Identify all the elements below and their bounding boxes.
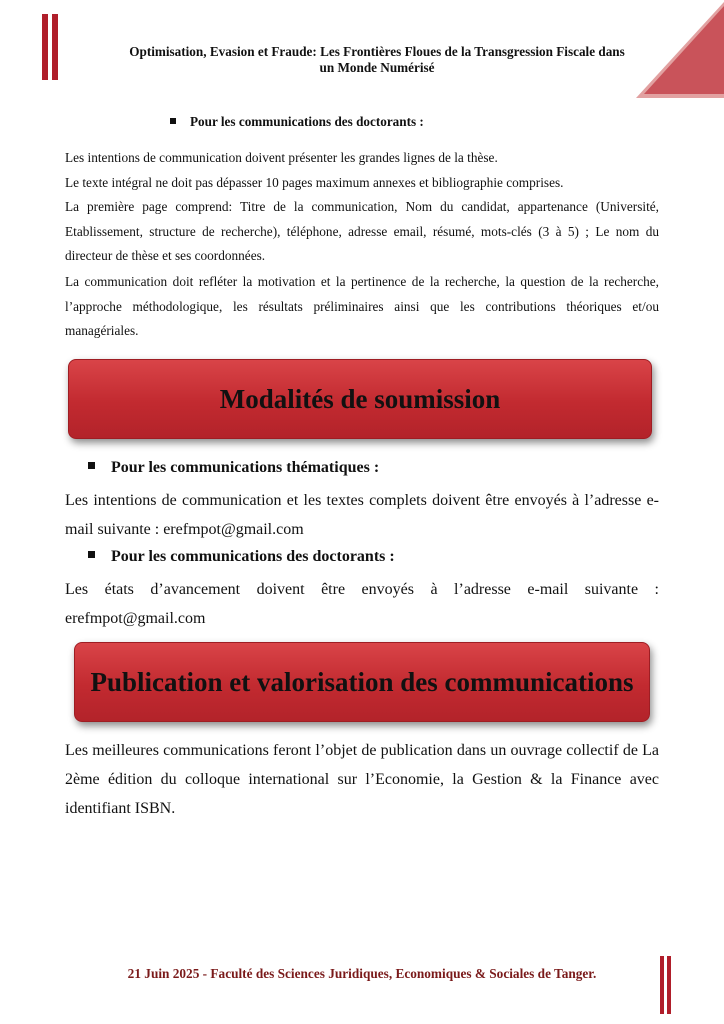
doctorants-line-3: La première page comprend: Titre de la communication, Nom du candidat, appartenance (Université, Etablissement, structure de recherche), téléphone, adresse email, résumé, mots-clés (3 à 5) ; Le nom du directeur de thèse et ses coordonnées. <box>65 199 659 263</box>
decor-bar <box>667 956 671 1014</box>
thematic-text: Les intentions de communication et les textes complets doivent être envoyés à l’adresse e-mail suivante : erefmpot@gmail.com <box>65 492 659 538</box>
page-header <box>80 44 674 76</box>
header-title-line1: Optimisation, Evasion et Fraude: Les Frontières Floues de la Transgression Fiscale dans <box>129 44 625 59</box>
publication-banner <box>74 642 650 722</box>
doctorants-heading <box>170 114 424 130</box>
doctorants-line-1: Les intentions de communication doivent présenter les grandes lignes de la thèse. <box>65 150 498 165</box>
bullet-square-icon <box>88 551 95 558</box>
doctoral-heading-text: Pour les communications des doctorants : <box>111 548 395 565</box>
submission-banner <box>68 359 652 439</box>
doctorants-heading-text: Pour les communications des doctorants : <box>190 114 424 129</box>
bullet-square-icon <box>170 118 176 124</box>
doctorants-line-4: La communication doit refléter la motivation et la pertinence de la recherche, la question de la recherche, l’approche méthodologique, les résultats préliminaires ainsi que les contributions théoriques et/ou managériales. <box>65 274 659 338</box>
header-title-line2: un Monde Numérisé <box>319 60 435 75</box>
header-decor-bars <box>42 14 64 80</box>
publication-banner-title: Publication et valorisation des communications <box>90 666 634 697</box>
decor-bar <box>52 14 58 80</box>
thematic-heading-text: Pour les communications thématiques : <box>111 459 380 476</box>
page-footer: 21 Juin 2025 - Faculté des Sciences Juridiques, Economiques & Sociales de Tanger. <box>127 966 597 981</box>
footer-decor-bars <box>660 956 674 1014</box>
decor-bar <box>660 956 664 1014</box>
submission-banner-title: Modalités de soumission <box>219 383 501 414</box>
doctorants-line-2: Le texte intégral ne doit pas dépasser 10 pages maximum annexes et bibliographie comprises. <box>65 175 564 190</box>
bullet-square-icon <box>88 462 95 469</box>
publication-text: Les meilleures communications feront l’objet de publication dans un ouvrage collectif de La 2ème édition du colloque international sur l’Economie, la Gestion & la Finance avec identifiant ISBN. <box>65 742 659 817</box>
thematic-heading <box>88 459 379 477</box>
doctoral-heading <box>88 548 395 566</box>
decor-bar <box>42 14 48 80</box>
doctoral-text: Les états d’avancement doivent être envoyés à l’adresse e-mail suivante : erefmpot@gmail.com <box>65 581 659 627</box>
